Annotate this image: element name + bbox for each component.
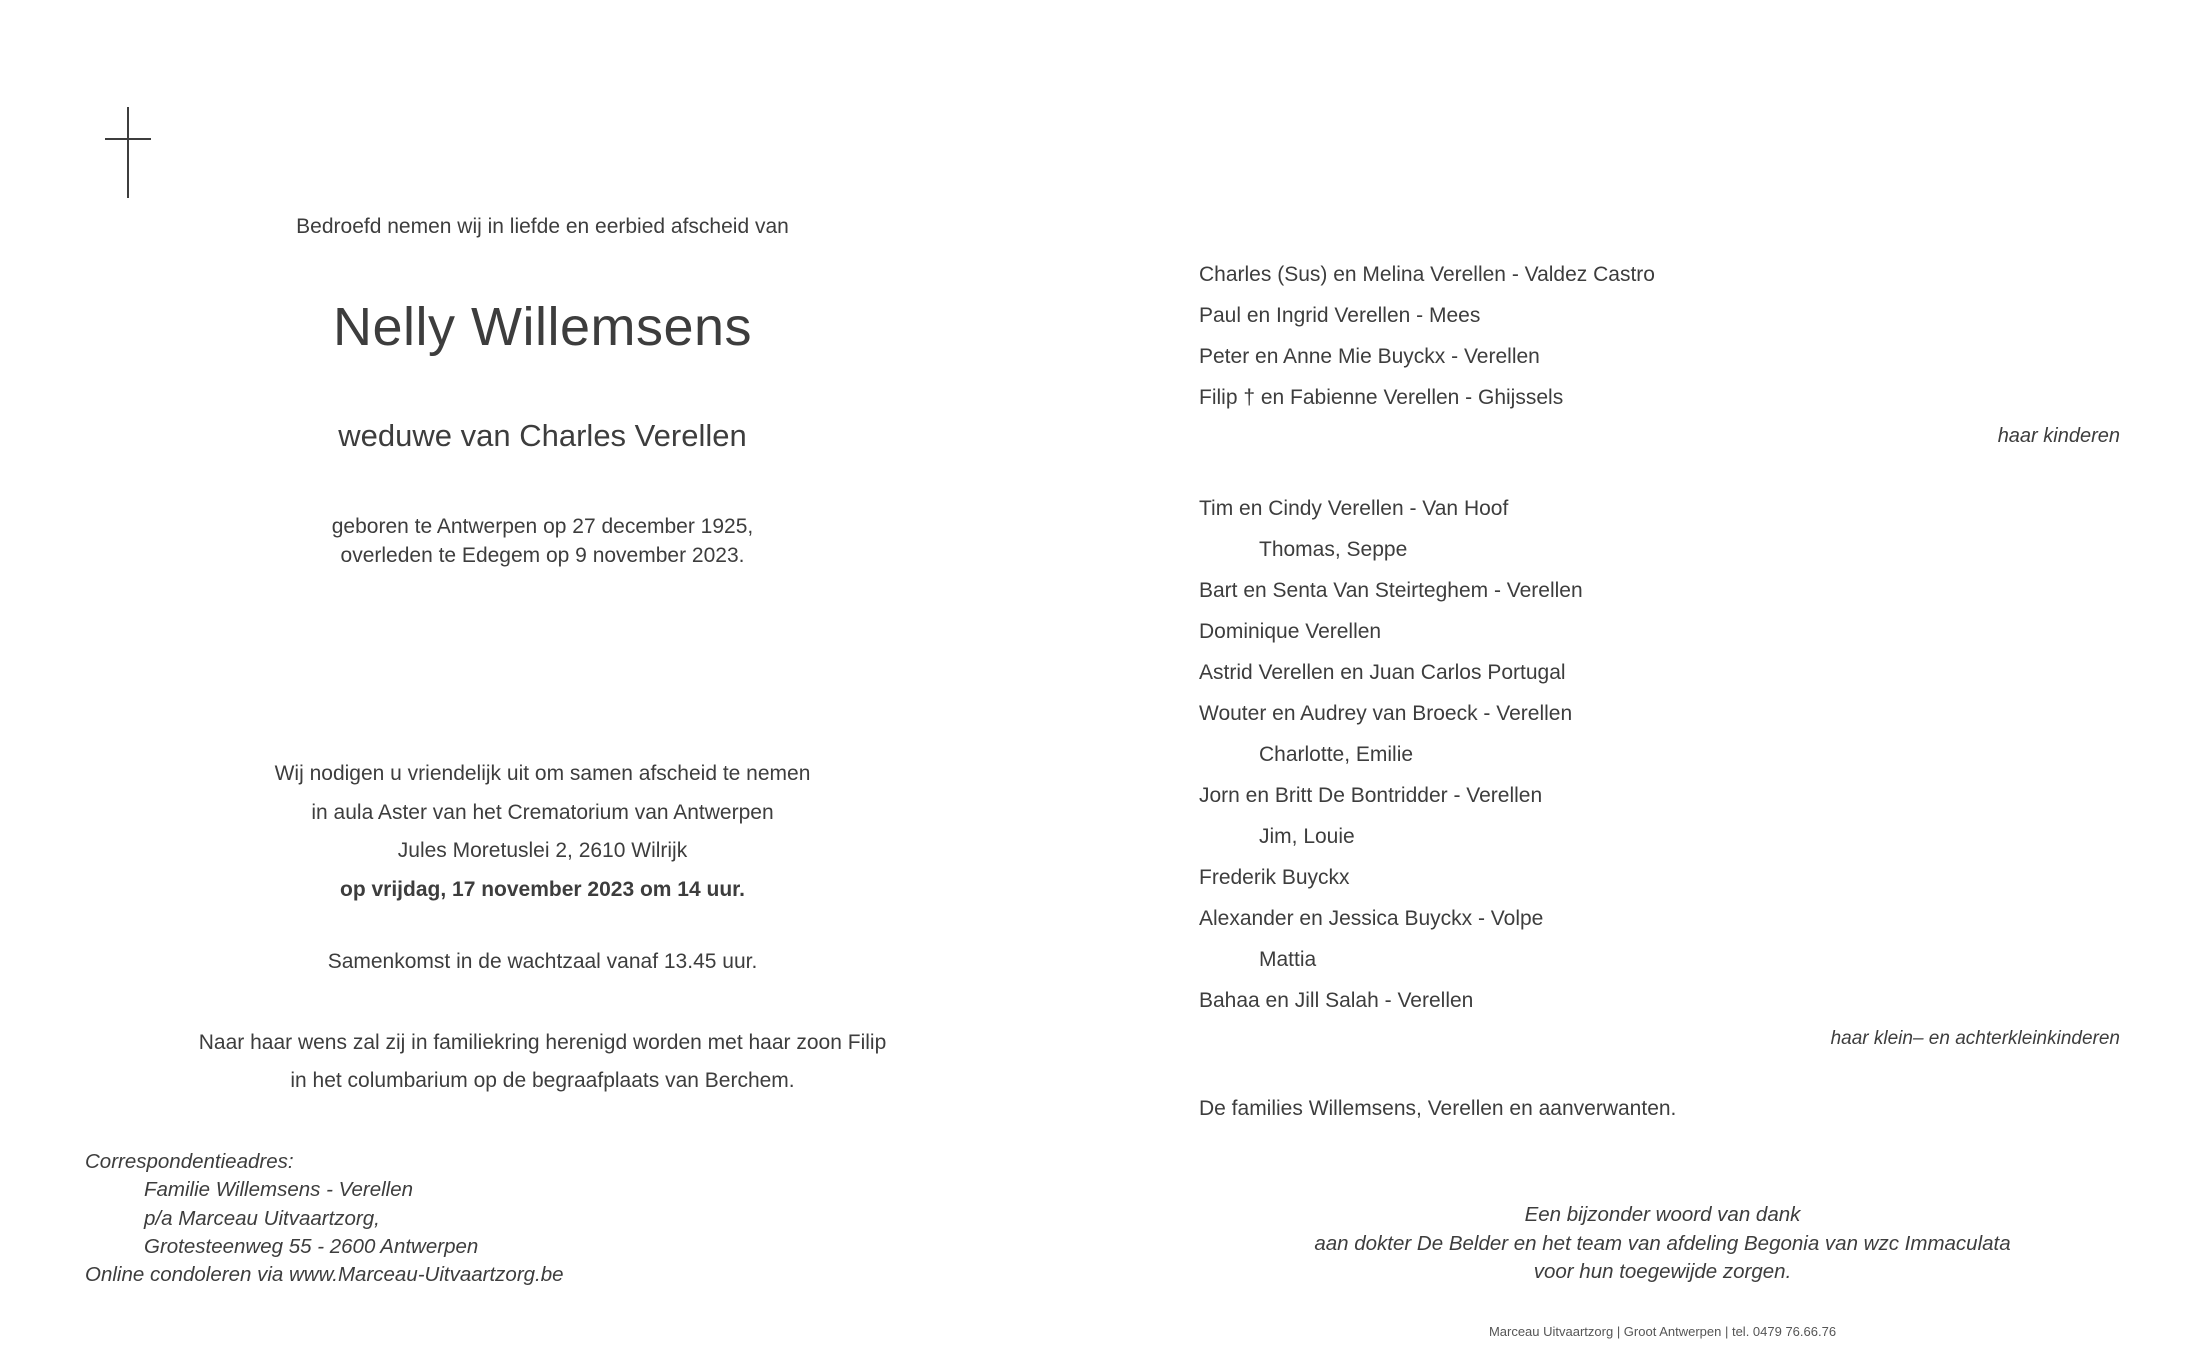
wish-line-1: Naar haar wens zal zij in familiekring herenigd worden met haar zoon Filip bbox=[198, 1031, 887, 1054]
list-item: Wouter en Audrey van Broeck - Verellen bbox=[1199, 702, 1573, 725]
list-item: Paul en Ingrid Verellen - Mees bbox=[1199, 304, 1481, 327]
invitation-line-1: Wij nodigen u vriendelijk uit om samen afscheid te nemen bbox=[274, 762, 811, 785]
grandchildren-list bbox=[1199, 488, 1583, 1021]
deceased-name: Nelly Willemsens bbox=[332, 297, 753, 357]
correspondence-address bbox=[85, 1148, 564, 1289]
thanks-line-3: voor hun toegewijde zorgen. bbox=[1533, 1260, 1792, 1283]
list-item: Charles (Sus) en Melina Verellen - Valdez Castro bbox=[1199, 263, 1655, 286]
invitation-line-3: Jules Moretuslei 2, 2610 Wilrijk bbox=[397, 839, 688, 862]
children-caption: haar kinderen bbox=[1997, 425, 2120, 447]
list-item: Bart en Senta Van Steirteghem - Verellen bbox=[1199, 579, 1583, 602]
correspondence-line-1: Familie Willemsens - Verellen bbox=[144, 1178, 414, 1202]
thanks-text bbox=[1120, 1201, 2185, 1287]
children-list bbox=[1199, 254, 1655, 418]
died-line: overleden te Edegem op 9 november 2023. bbox=[340, 544, 745, 567]
wish-line-2: in het columbarium op de begraafplaats van Berchem. bbox=[290, 1069, 795, 1092]
list-item: Peter en Anne Mie Buyckx - Verellen bbox=[1199, 345, 1540, 368]
list-item: Alexander en Jessica Buyckx - Volpe bbox=[1199, 907, 1544, 930]
online-condolence: Online condoleren via www.Marceau-Uitvaartzorg.be bbox=[85, 1263, 564, 1287]
grandchildren-caption: haar klein– en achterkleinkinderen bbox=[1830, 1028, 2120, 1049]
birth-death-info bbox=[80, 512, 1005, 570]
list-item: Charlotte, Emilie bbox=[1259, 743, 1414, 766]
footer-text: Marceau Uitvaartzorg | Groot Antwerpen | tel. 0479 76.66.76 bbox=[1488, 1324, 1837, 1339]
wish-text bbox=[80, 1024, 1005, 1100]
list-item: Jim, Louie bbox=[1259, 825, 1355, 848]
list-item: Filip † en Fabienne Verellen - Ghijssels bbox=[1199, 386, 1564, 409]
correspondence-line-2: p/a Marceau Uitvaartzorg, bbox=[144, 1206, 380, 1230]
born-line: geboren te Antwerpen op 27 december 1925, bbox=[331, 515, 754, 538]
invitation bbox=[80, 755, 1005, 909]
list-item: Astrid Verellen en Juan Carlos Portugal bbox=[1199, 661, 1566, 684]
correspondence-label: Correspondentieadres: bbox=[85, 1150, 294, 1173]
list-item: Frederik Buyckx bbox=[1199, 866, 1350, 889]
intro-text: Bedroefd nemen wij in liefde en eerbied afscheid van bbox=[296, 215, 789, 238]
invitation-line-2: in aula Aster van het Crematorium van Antwerpen bbox=[311, 800, 774, 824]
families-text: De families Willemsens, Verellen en aanverwanten. bbox=[1199, 1097, 1677, 1120]
list-item: Bahaa en Jill Salah - Verellen bbox=[1199, 989, 1474, 1012]
widow-of: weduwe van Charles Verellen bbox=[338, 418, 747, 453]
gathering-text: Samenkomst in de wachtzaal vanaf 13.45 uur. bbox=[327, 950, 758, 973]
list-item: Thomas, Seppe bbox=[1259, 538, 1408, 561]
list-item: Mattia bbox=[1259, 948, 1317, 971]
cross-icon-vertical bbox=[127, 107, 129, 198]
invitation-date: op vrijdag, 17 november 2023 om 14 uur. bbox=[340, 877, 745, 901]
thanks-line-2: aan dokter De Belder en het team van afdeling Begonia van wzc Immaculata bbox=[1314, 1231, 2011, 1255]
thanks-line-1: Een bijzonder woord van dank bbox=[1524, 1203, 1801, 1226]
list-item: Dominique Verellen bbox=[1199, 620, 1382, 643]
list-item: Jorn en Britt De Bontridder - Verellen bbox=[1199, 784, 1543, 807]
list-item: Tim en Cindy Verellen - Van Hoof bbox=[1199, 497, 1509, 520]
cross-icon-horizontal bbox=[105, 138, 151, 140]
correspondence-line-3: Grotesteenweg 55 - 2600 Antwerpen bbox=[144, 1234, 479, 1258]
